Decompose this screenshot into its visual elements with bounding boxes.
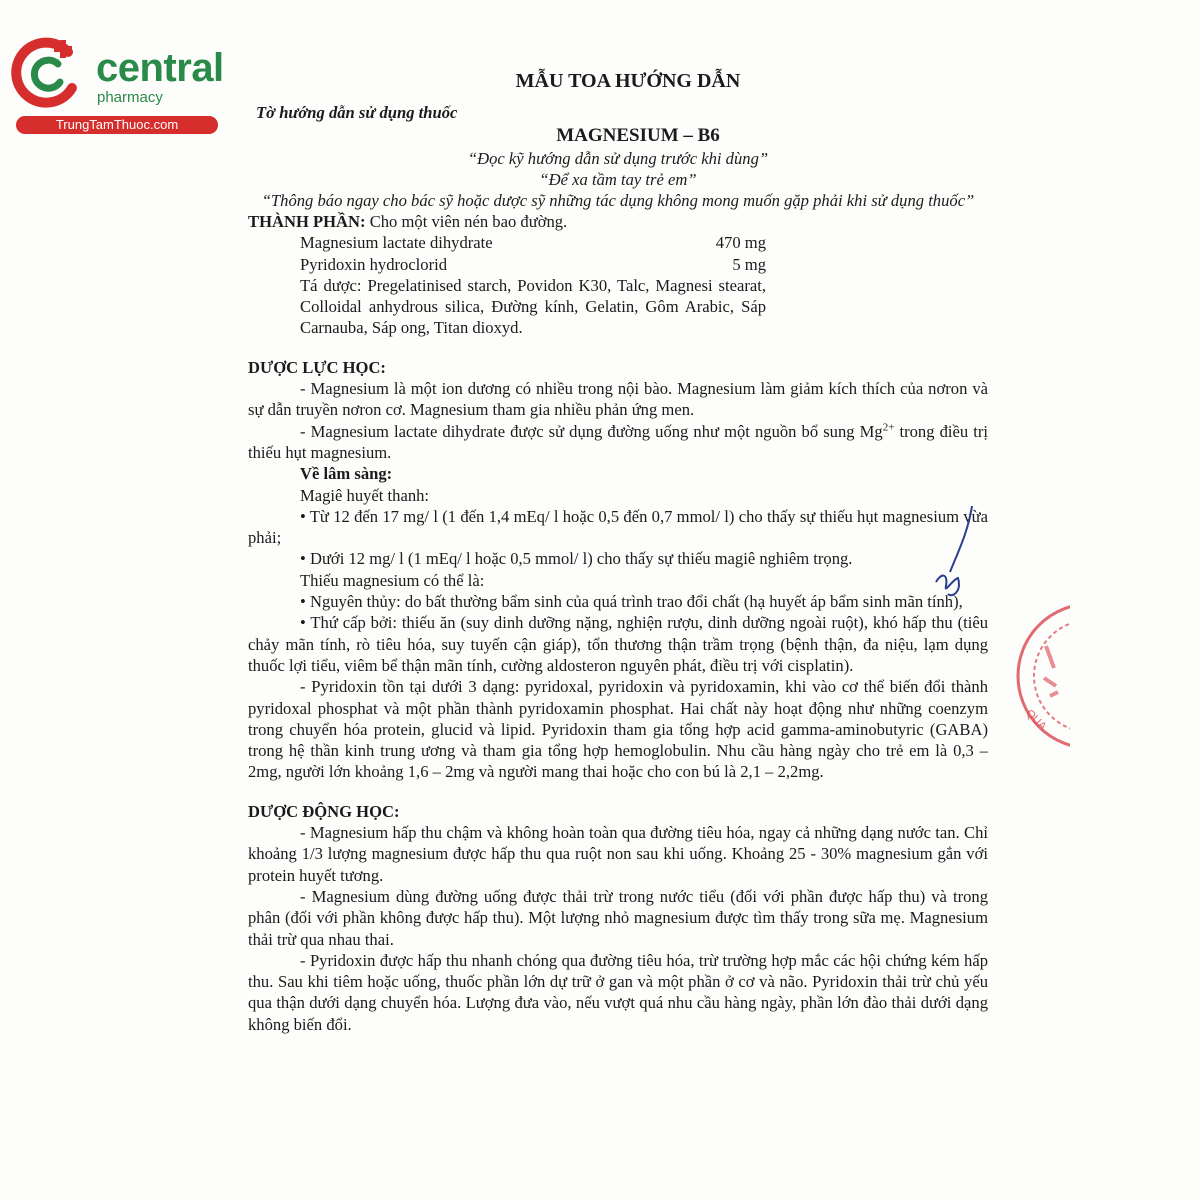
deficiency-label: Thiếu magnesium có thể là: <box>300 570 485 590</box>
logo-site: TrungTamThuoc.com <box>16 116 218 134</box>
composition-heading: THÀNH PHẦN: <box>248 212 366 231</box>
composition-line <box>248 211 988 232</box>
signature-mark <box>928 502 988 612</box>
quote-read-instructions: “Đọc kỹ hướng dẫn sử dụng trước khi dùng” <box>467 149 769 168</box>
pd-p2-text: - Magnesium lactate dihydrate được sử dụng đường uống như một nguồn bổ sung Mg <box>300 421 883 441</box>
composition-items <box>248 232 988 338</box>
logo-subtitle: pharmacy <box>97 89 163 106</box>
logo <box>8 36 224 136</box>
official-stamp <box>1010 596 1070 756</box>
ingredient-name: Magnesium lactate dihydrate <box>300 233 493 253</box>
pd-paragraph-1: - Magnesium là một ion dương có nhiều trong nội bào. Magnesium làm giảm kích thích của nơron và sự dẫn truyền nơron cơ. Magnesium tham gia nhiều phản ứng men. <box>248 379 988 420</box>
serum-bullet-2: • Dưới 12 mg/ l (1 mEq/ l hoặc 0,5 mmol/ l) cho thấy sự thiếu magiê nghiêm trọng. <box>300 549 853 569</box>
composition-intro: Cho một viên nén bao đường. <box>365 212 568 231</box>
composition-item <box>300 232 766 253</box>
doc-title: MẪU TOA HƯỚNG DẪN <box>515 70 741 92</box>
mg-charge: 2+ <box>882 421 895 434</box>
ingredient-amount: 5 mg <box>732 254 766 274</box>
pd-paragraph-2 <box>248 421 988 464</box>
ingredient-name: Pyridoxin hydroclorid <box>300 254 448 274</box>
deficiency-bullet-2: • Thứ cấp bởi: thiếu ăn (suy dinh dưỡng nặng, nghiện rượu, dinh dưỡng ngoài ruột), khó hấp thu (tiêu chảy mãn tính, rò tiêu hóa, suy tuyến cận giáp), tổn thương thận trầm trọng (bệnh thận, đa niệu, lạm dụng thuốc lợi tiểu, viêm bể thận mãn tính, cường aldosteron nguyên phát, điều trị với cisplatin). <box>248 613 988 675</box>
pk-paragraph-3: - Pyridoxin được hấp thu nhanh chóng qua đường tiêu hóa, trừ trường hợp mắc các hội chứng kém hấp thu. Sau khi tiêm hoặc uống, thuốc phần lớn dự trữ ở gan và một phần ở cơ và não. Pyridoxin thải trừ chủ yếu qua thận dưới dạng chuyển hóa. Lượng đưa vào, nếu vượt quá nhu cầu hàng ngày, phần lớn đào thải dưới dạng không biến đổi. <box>248 950 988 1034</box>
product-name: MAGNESIUM – B6 <box>556 125 720 146</box>
pk-paragraph-2: - Magnesium dùng đường uống được thải trừ trong nước tiểu (đối với phần được hấp thu) và trong phân (đối với phần không được hấp thu). Một lượng nhỏ magnesium được tìm thấy trong sữa mẹ. Magnesium thải trừ qua nhau thai. <box>248 886 988 949</box>
stamp-partial-text: QUA <box>1023 707 1049 733</box>
leaflet-label: Tờ hướng dẫn sử dụng thuốc <box>256 103 458 122</box>
excipients: Tá dược: Pregelatinised starch, Povidon K30, Talc, Magnesi stearat, Colloidal anhydrous silica, Đường kính, Gelatin, Gôm Arabic, Sáp Carnauba, Sáp ong, Titan dioxyd. <box>300 275 766 338</box>
quote-keep-away: “Để xa tầm tay trẻ em” <box>539 170 697 189</box>
composition-item <box>300 254 766 275</box>
logo-mark-icon <box>8 36 88 112</box>
deficiency-bullet-1: • Nguyên thủy: do bất thường bẩm sinh của quá trình trao đổi chất (hạ huyết áp bẩm sinh mãn tính), <box>300 592 963 612</box>
pk-paragraph-1: - Magnesium hấp thu chậm và không hoàn toàn qua đường tiêu hóa, ngay cả những dạng nước tan. Chỉ khoảng 1/3 lượng magnesium được hấp thu qua ruột non sau khi uống. Khoảng 25 - 30% magnesium gắn với protein huyết tương. <box>248 823 988 885</box>
pd-paragraph-3: - Pyridoxin tồn tại dưới 3 dạng: pyridoxal, pyridoxin và pyridoxamin, khi vào cơ thể biến đổi thành pyridoxal phosphat và một phần thành pyridoxamin phosphat. Hai chất này hoạt động như những coenzym trong chuyển hóa protein, glucid và lipid. Pyridoxin tham gia tổng hợp acid gamma-aminobutyric (GABA) trong hệ thần kinh trung ương và tham gia tổng hợp hemoglobulin. Nhu cầu hàng ngày cho trẻ em là 0,3 – 2mg, người lớn khoảng 1,6 – 2mg và người mang thai hoặc cho con bú là 2,1 – 2,2mg. <box>248 677 988 782</box>
quote-notify: “Thông báo ngay cho bác sỹ hoặc dược sỹ những tác dụng không mong muốn gặp phải khi sử dụng thuốc” <box>261 191 975 210</box>
serum-bullet-1: • Từ 12 đến 17 mg/ l (1 đến 1,4 mEq/ l hoặc 0,5 đến 0,7 mmol/ l) cho thấy sự thiếu hụt magnesium vừa phải; <box>248 506 988 548</box>
pharmacodynamics-heading: DƯỢC LỰC HỌC: <box>248 357 386 377</box>
serum-label: Magiê huyết thanh: <box>300 485 430 505</box>
ingredient-amount: 470 mg <box>715 233 766 253</box>
pharmacokinetics-heading: DƯỢC ĐỘNG HỌC: <box>248 801 400 821</box>
clinical-heading: Về lâm sàng: <box>300 464 393 484</box>
pd-p2-tail: trong điều trị thiếu hụt magnesium. <box>248 421 988 462</box>
leaflet-document <box>248 68 988 1035</box>
logo-brand: central <box>96 46 224 90</box>
